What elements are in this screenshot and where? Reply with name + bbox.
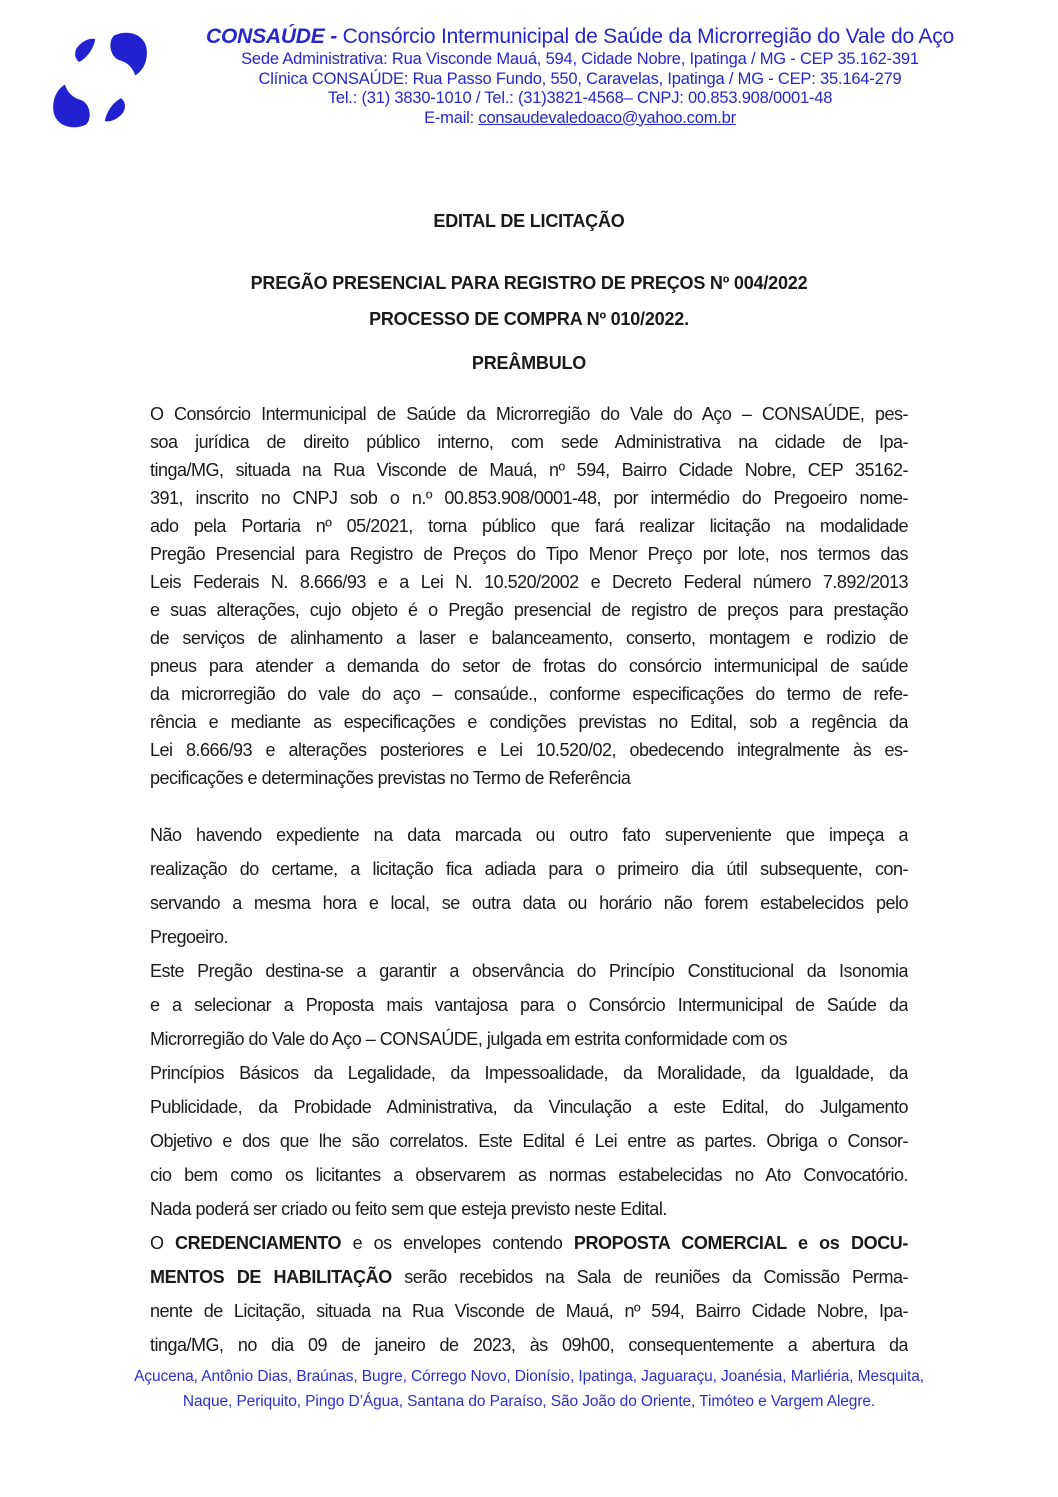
document-main	[0, 210, 1058, 1362]
email-label: E-mail:	[424, 108, 479, 127]
text-line: pneus para atender a demanda do setor de frotas do consórcio intermunicipal de saúde	[150, 656, 908, 676]
footer-municipalities-line-2: Naque, Periquito, Pingo D’Água, Santana do Paraíso, São João do Oriente, Timóteo e Vargem Alegre.	[182, 1393, 876, 1410]
text-line: rência e mediante as especificações e condições previstas no Edital, sob a regência da	[150, 712, 908, 732]
paragraph	[150, 1056, 908, 1226]
org-name: CONSAÚDE -	[206, 25, 338, 48]
text-line: de serviços de alinhamento a laser e balanceamento, conserto, montagem e rodizio de	[150, 628, 908, 648]
text-line: Publicidade, da Probidade Administrativa, da Vinculação a este Edital, do Julgamento	[150, 1097, 908, 1117]
paragraph	[150, 1226, 908, 1362]
text-line: Não havendo expediente na data marcada ou outro fato superveniente que impeça a	[150, 825, 908, 845]
text-line: ado pela Portaria nº 05/2021, torna público que fará realizar licitação na modalidade	[150, 516, 908, 536]
text-line: Leis Federais N. 8.666/93 e a Lei N. 10.520/2002 e Decreto Federal número 7.892/2013	[150, 572, 908, 592]
org-title	[150, 24, 1010, 50]
document-body	[150, 400, 908, 1362]
text-line: MENTOS DE HABILITAÇÃO serão recebidos na Sala de reuniões da Comissão Perma-	[150, 1267, 908, 1287]
consaude-logo-icon	[44, 26, 158, 136]
text-line: Princípios Básicos da Legalidade, da Impessoalidade, da Moralidade, da Igualdade, da	[150, 1063, 908, 1083]
address-line-1: Sede Administrativa: Rua Visconde Mauá, 594, Cidade Nobre, Ipatinga / MG - CEP 35.162-391	[241, 50, 919, 68]
text-line: Pregão Presencial para Registro de Preços do Tipo Menor Preço por lote, nos termos das	[150, 544, 908, 564]
text-line: pecificações e determinações previstas no Termo de Referência	[150, 768, 631, 788]
document-subtitle	[150, 265, 908, 337]
text-line: e suas alterações, cujo objeto é o Pregão presencial de registro de preços para prestação	[150, 600, 908, 620]
text-line: realização do certame, a licitação fica adiada para o primeiro dia útil subsequente, con-	[150, 859, 908, 879]
paragraph	[150, 818, 908, 954]
text-line: Microrregião do Vale do Aço – CONSAÚDE, julgada em estrita conformidade com os	[150, 1029, 787, 1049]
document-title: EDITAL DE LICITAÇÃO	[433, 211, 625, 231]
text-line: tinga/MG, situada na Rua Visconde de Mauá, nº 594, Bairro Cidade Nobre, CEP 35162-	[150, 460, 908, 480]
address-line-2: Clínica CONSAÚDE: Rua Passo Fundo, 550, Caravelas, Ipatinga / MG - CEP: 35.164-279	[258, 69, 902, 88]
text-line: tinga/MG, no dia 09 de janeiro de 2023, às 09h00, consequentemente a abertura da	[150, 1335, 908, 1355]
org-description: Consórcio Intermunicipal de Saúde da Microrregião do Vale do Aço	[337, 25, 954, 48]
phone-cnpj-line: Tel.: (31) 3830-1010 / Tel.: (31)3821-4568– CNPJ: 00.853.908/0001-48	[327, 89, 833, 107]
subtitle-pregao: PREGÃO PRESENCIAL PARA REGISTRO DE PREÇOS Nº 004/2022	[250, 273, 808, 293]
text-line: cio bem como os licitantes a observarem as normas estabelecidas no Ato Convocatório.	[150, 1165, 908, 1185]
text-line: servando a mesma hora e local, se outra data ou horário não forem estabelecidos pelo	[150, 893, 908, 913]
paragraph	[150, 954, 908, 1056]
text-line: 391, inscrito no CNPJ sob o n.º 00.853.908/0001-48, por intermédio do Pregoeiro nome-	[150, 488, 908, 508]
text-line: O Consórcio Intermunicipal de Saúde da Microrregião do Vale do Aço – CONSAÚDE, pes-	[150, 404, 908, 424]
footer-municipalities-line-1: Açucena, Antônio Dias, Braúnas, Bugre, Córrego Novo, Dionísio, Ipatinga, Jaguaraçu, Joanésia, Marliéria, Mesquita,	[134, 1368, 924, 1385]
text-line: nente de Licitação, situada na Rua Visconde de Mauá, nº 594, Bairro Cidade Nobre, Ipa-	[150, 1301, 908, 1321]
text-line: Este Pregão destina-se a garantir a observância do Princípio Constitucional da Isonomia	[150, 961, 908, 981]
text-line: Lei 8.666/93 e alterações posteriores e Lei 10.520/02, obedecendo integralmente às es-	[150, 740, 908, 760]
email-line	[150, 109, 1010, 129]
paragraph	[150, 400, 908, 792]
page-footer	[0, 1364, 1058, 1414]
text-line: Pregoeiro.	[150, 927, 229, 947]
text-line: da microrregião do vale do aço – consaúde., conforme especificações do termo de refe-	[150, 684, 908, 704]
text-line: Objetivo e dos que lhe são correlatos. Este Edital é Lei entre as partes. Obriga o Consor-	[150, 1131, 908, 1151]
subtitle-processo: PROCESSO DE COMPRA Nº 010/2022.	[369, 309, 689, 329]
section-heading-preambulo: PREÂMBULO	[471, 353, 587, 373]
letterhead-text	[150, 24, 1010, 128]
text-line: O CREDENCIAMENTO e os envelopes contendo PROPOSTA COMERCIAL e os DOCU-	[150, 1233, 908, 1253]
text-line: e a selecionar a Proposta mais vantajosa para o Consórcio Intermunicipal de Saúde da	[150, 995, 908, 1015]
email-link[interactable]: consaudevaledoaco@yahoo.com.br	[478, 108, 736, 127]
text-line: soa jurídica de direito público interno, com sede Administrativa na cidade de Ipa-	[150, 432, 908, 452]
text-line: Nada poderá ser criado ou feito sem que esteja previsto neste Edital.	[150, 1199, 667, 1219]
letterhead	[0, 0, 1058, 140]
